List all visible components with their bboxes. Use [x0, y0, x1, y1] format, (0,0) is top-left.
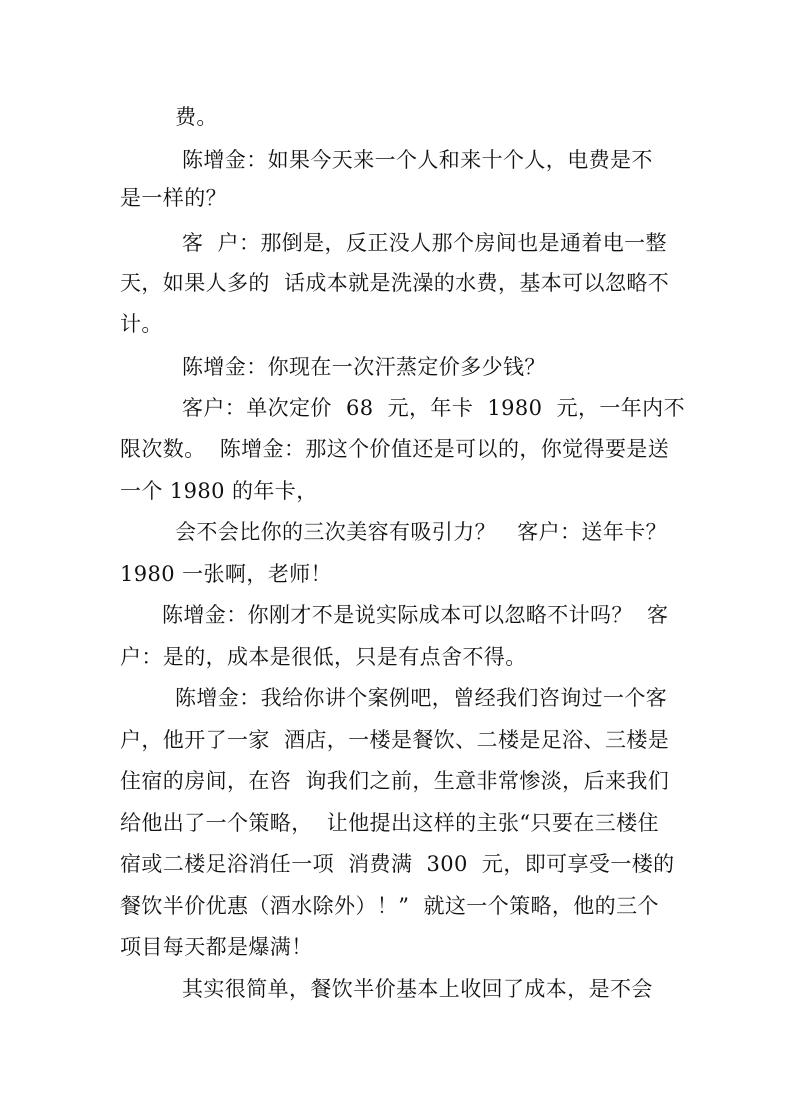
text-line: 客 户：那倒是，反正没人那个房间也是通着电一整	[182, 231, 667, 255]
text-line: 陈增金：如果今天来一个人和来十个人，电费是不	[182, 148, 653, 172]
text-line: 给他出了一个策略， 让他提出这样的主张“只要在三楼住	[120, 811, 659, 835]
text-line: 客户：单次定价 68 元，年卡 1980 元，一年内不	[182, 396, 685, 420]
text-line: 住宿的房间，在咨 询我们之前，生意非常惨淡，后来我们	[120, 769, 670, 793]
text-line: 户：是的，成本是很低，只是有点舍不得。	[120, 645, 527, 669]
text-line: 会不会比你的三次美容有吸引力？ 客户：送年卡？	[175, 520, 668, 544]
text-line: 陈增金：我给你讲个案例吧，曾经我们咨询过一个客	[175, 686, 668, 710]
text-line: 陈增金：你现在一次汗蒸定价多少钱？	[182, 355, 546, 379]
text-line: 陈增金：你刚才不是说实际成本可以忽略不计吗？ 客	[162, 603, 669, 627]
text-line: 宿或二楼足浴消任一项 消费满 300 元，即可享受一楼的	[120, 852, 675, 876]
text-line: 1980 一张啊，老师！	[120, 562, 332, 586]
text-line: 项目每天都是爆满！	[120, 935, 313, 959]
text-line: 费。	[175, 105, 218, 129]
text-line: 其实很简单，餐饮半价基本上收回了成本，是不会	[182, 977, 653, 1001]
text-line: 限次数。 陈增金：那这个价值还是可以的，你觉得要是送	[120, 437, 670, 461]
text-line: 户，他开了一家 酒店，一楼是餐饮、二楼是足浴、三楼是	[120, 728, 670, 752]
text-line: 餐饮半价优惠（酒水除外）！” 就这一个策略，他的三个	[120, 894, 659, 918]
text-line: 计。	[120, 312, 163, 336]
text-line: 天，如果人多的 话成本就是洗澡的水费，基本可以忽略不	[120, 271, 670, 295]
text-line: 一个 1980 的年卡，	[120, 479, 318, 503]
text-line: 是一样的？	[120, 186, 227, 210]
